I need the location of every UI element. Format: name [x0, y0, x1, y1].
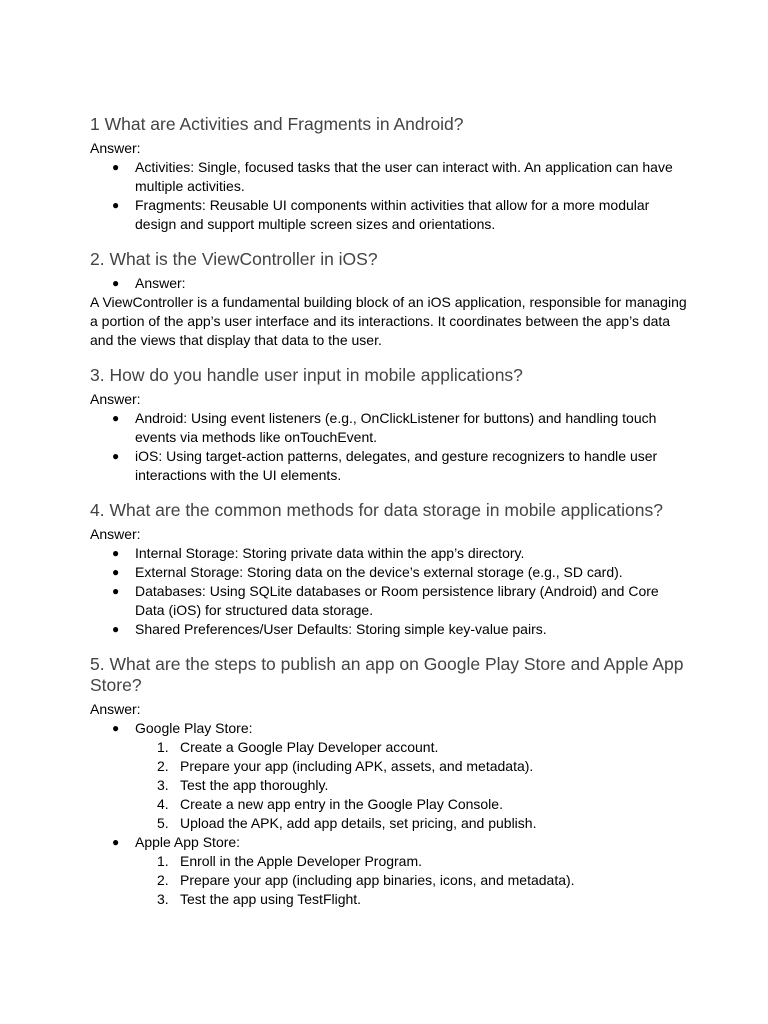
question-1-title: 1 What are Activities and Fragments in Android?	[90, 114, 464, 134]
step-item	[157, 852, 690, 871]
answer-label: Answer:	[90, 701, 141, 717]
answer-list	[90, 719, 690, 909]
list-item	[112, 582, 690, 620]
bullet-icon: ●	[112, 565, 120, 579]
list-item	[112, 274, 690, 293]
step-text: Test the app using TestFlight.	[180, 891, 362, 907]
step-text: Test the app thoroughly.	[180, 777, 329, 793]
list-item-text: Databases: Using SQLite databases or Room persistence library (Android) and Core Data (iOS) for structured data storage.	[135, 583, 659, 618]
step-number: 2.	[157, 758, 169, 774]
step-number: 1.	[157, 739, 169, 755]
list-item-text: Android: Using event listeners (e.g., OnClickListener for buttons) and handling touch events via methods like onTouchEvent.	[135, 410, 657, 445]
question-5-section	[90, 654, 690, 909]
list-item	[112, 196, 690, 234]
list-item-text: External Storage: Storing data on the device’s external storage (e.g., SD card).	[135, 564, 623, 580]
answer-list	[90, 274, 690, 293]
step-text: Create a Google Play Developer account.	[180, 739, 439, 755]
step-item	[157, 757, 690, 776]
list-item-text: Internal Storage: Storing private data within the app’s directory.	[135, 545, 525, 561]
document-content	[90, 114, 690, 909]
step-text: Prepare your app (including app binaries, icons, and metadata).	[180, 872, 575, 888]
list-item-apple-app-store	[112, 833, 690, 909]
step-number: 4.	[157, 796, 169, 812]
question-3-section	[90, 365, 690, 485]
step-number: 3.	[157, 777, 169, 793]
step-number: 2.	[157, 872, 169, 888]
bullet-icon: ●	[112, 622, 120, 636]
step-text: Upload the APK, add app details, set pricing, and publish.	[180, 815, 537, 831]
step-number: 1.	[157, 853, 169, 869]
question-3-title: 3. How do you handle user input in mobile applications?	[90, 365, 523, 385]
bullet-icon: ●	[112, 411, 120, 425]
question-4-title: 4. What are the common methods for data storage in mobile applications?	[90, 500, 663, 520]
list-item	[112, 447, 690, 485]
list-item	[112, 620, 690, 639]
list-item	[112, 158, 690, 196]
answer-list	[90, 158, 690, 234]
step-item	[157, 814, 690, 833]
step-item	[157, 871, 690, 890]
step-text: Create a new app entry in the Google Play Console.	[180, 796, 503, 812]
bullet-icon: ●	[112, 584, 120, 598]
question-2-section	[90, 249, 690, 350]
list-item	[112, 544, 690, 563]
list-item	[112, 563, 690, 582]
list-item-google-play	[112, 719, 690, 833]
bullet-icon: ●	[112, 449, 120, 463]
question-1-section	[90, 114, 690, 234]
answer-list	[90, 544, 690, 639]
list-item-text: Fragments: Reusable UI components within activities that allow for a more modular design and support multiple screen sizes and orientations.	[135, 197, 650, 232]
step-item	[157, 738, 690, 757]
google-play-steps	[135, 738, 690, 833]
step-item	[157, 776, 690, 795]
step-number: 3.	[157, 891, 169, 907]
step-text: Enroll in the Apple Developer Program.	[180, 853, 423, 869]
answer-list	[90, 409, 690, 485]
list-item-text: Activities: Single, focused tasks that the user can interact with. An application can have multiple activities.	[135, 159, 673, 194]
apple-app-store-steps	[135, 852, 690, 909]
list-item-text: iOS: Using target-action patterns, delegates, and gesture recognizers to handle user interactions with the UI elements.	[135, 448, 658, 483]
bullet-icon: ●	[112, 276, 120, 290]
list-item-text: Google Play Store:	[135, 720, 253, 736]
step-item	[157, 890, 690, 909]
step-number: 5.	[157, 815, 169, 831]
list-item	[112, 409, 690, 447]
bullet-icon: ●	[112, 198, 120, 212]
answer-paragraph: A ViewController is a fundamental building block of an iOS application, responsible for managing a portion of the app’s user interface and its interactions. It coordinates between the app’s data and the views that display that data to the user.	[90, 294, 687, 348]
question-5-title: 5. What are the steps to publish an app on Google Play Store and Apple App Store?	[90, 654, 684, 695]
answer-label: Answer:	[90, 140, 141, 156]
list-item-text: Apple App Store:	[135, 834, 241, 850]
bullet-icon: ●	[112, 835, 120, 849]
answer-label: Answer:	[90, 391, 141, 407]
answer-label: Answer:	[90, 526, 141, 542]
question-4-section	[90, 500, 690, 639]
list-item-text: Shared Preferences/User Defaults: Storing simple key-value pairs.	[135, 621, 547, 637]
question-2-title: 2. What is the ViewController in iOS?	[90, 249, 378, 269]
bullet-icon: ●	[112, 160, 120, 174]
bullet-icon: ●	[112, 721, 120, 735]
step-text: Prepare your app (including APK, assets, and metadata).	[180, 758, 534, 774]
step-item	[157, 795, 690, 814]
bullet-icon: ●	[112, 546, 120, 560]
list-item-text: Answer:	[135, 275, 186, 291]
